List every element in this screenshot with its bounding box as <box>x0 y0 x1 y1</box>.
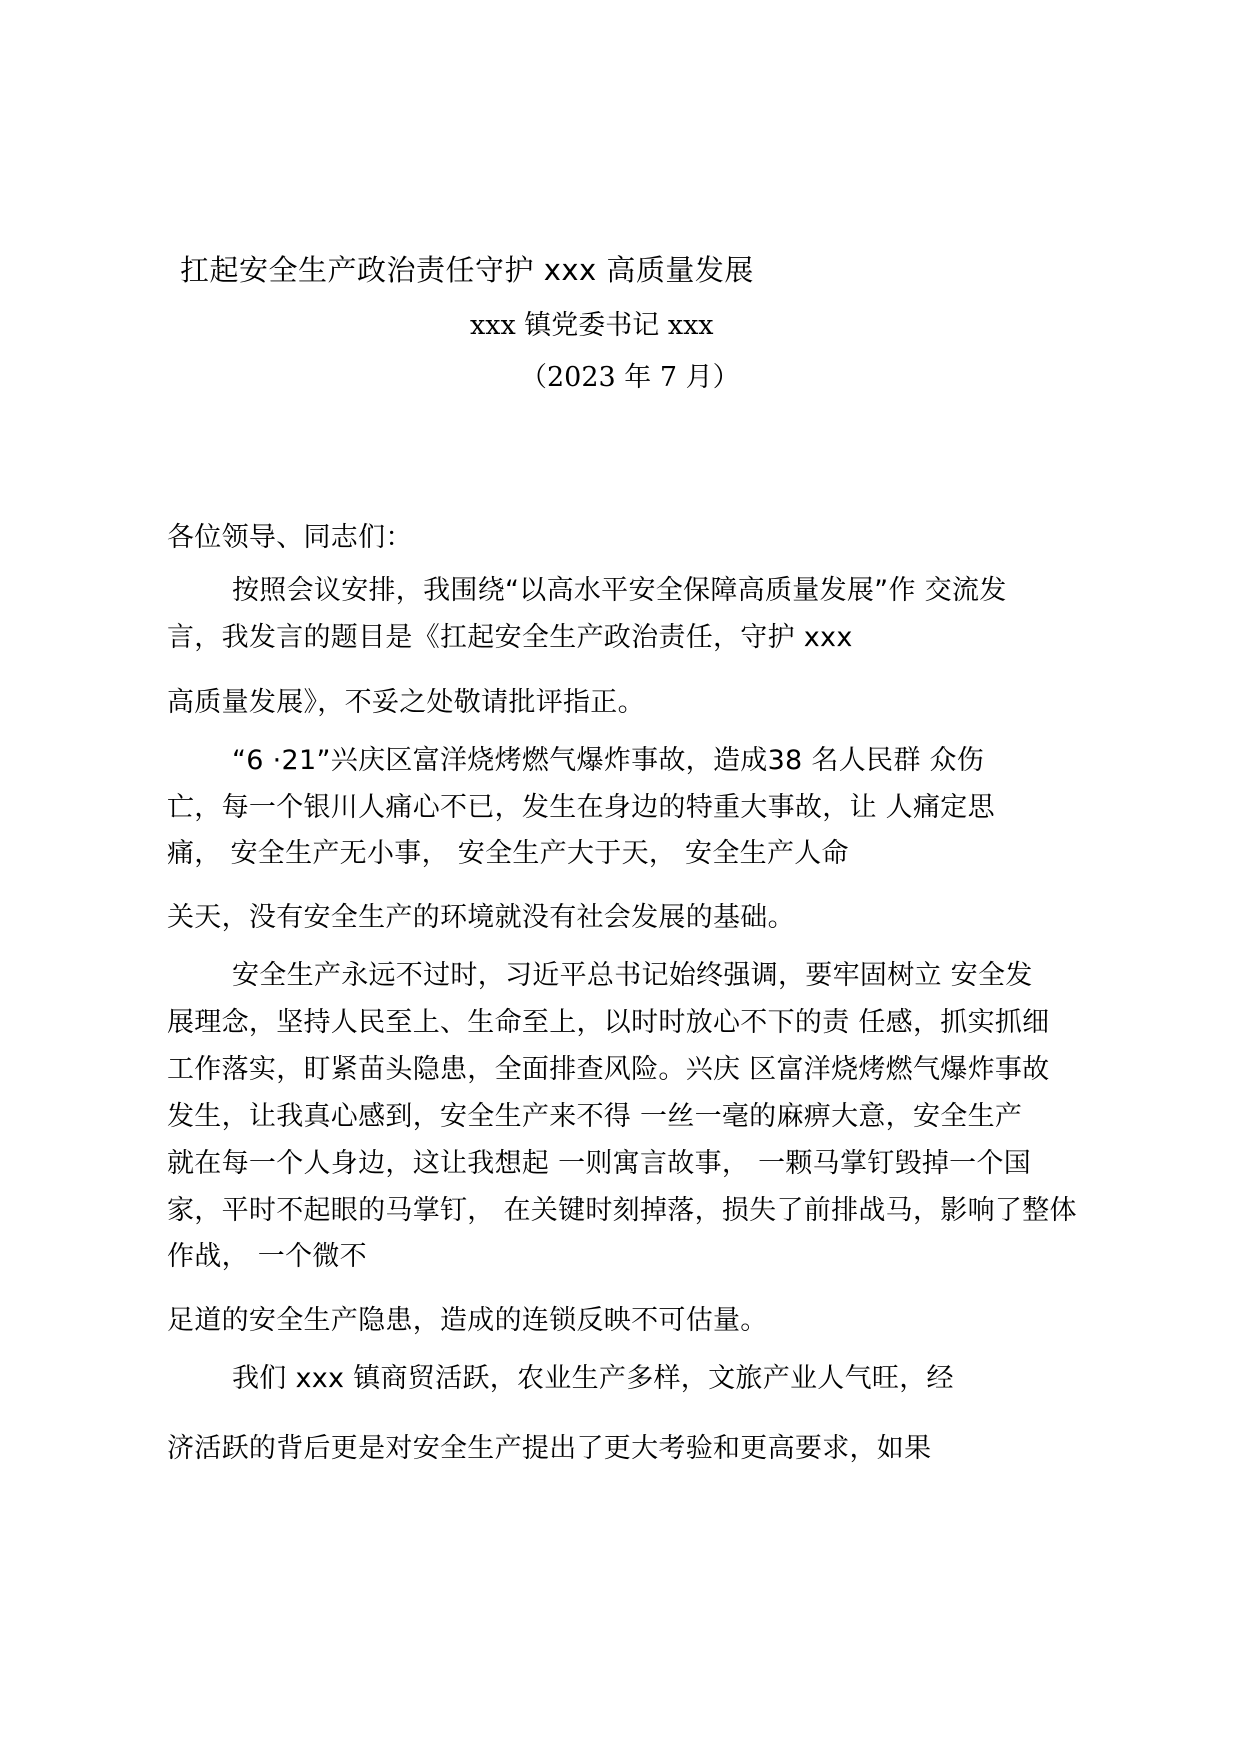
document-title: 扛起安全生产政治责任守护 xxx 高质量发展 <box>180 253 754 287</box>
paragraph-line: 按照会议安排，我围绕“以高水平安全保障高质量发展”作 交流发 <box>232 575 1007 606</box>
paragraph-line: 我们 xxx 镇商贸活跃，农业生产多样，文旅产业人气旺，经 <box>232 1363 954 1394</box>
paragraph-line: 言，我发言的题目是《扛起安全生产政治责任，守护 xxx <box>167 622 853 653</box>
paragraph-line: 家，平时不起眼的马掌钉， 在关键时刻掉落，损失了前排战马，影响了整体 <box>167 1195 1077 1226</box>
paragraph-line: 高质量发展》，不妥之处敬请批评指正。 <box>167 687 645 718</box>
paragraph-line: “6 ·21”兴庆区富洋烧烤燃气爆炸事故，造成38 名人民群 众伤 <box>232 745 985 776</box>
paragraph-line: 足道的安全生产隐患，造成的连锁反映不可估量。 <box>167 1305 768 1336</box>
paragraph-line: 展理念，坚持人民至上、生命至上，以时时放心不下的责 任感，抓实抓细 <box>167 1007 1050 1038</box>
paragraph-line: 发生，让我真心感到，安全生产来不得 一丝一毫的麻痹大意，安全生产 <box>167 1101 1023 1132</box>
document-author: xxx 镇党委书记 xxx <box>470 310 714 341</box>
paragraph-line: 安全生产永远不过时，习近平总书记始终强调，要牢固树立 安全发 <box>232 960 1033 991</box>
paragraph-line: 济活跃的背后更是对安全生产提出了更大考验和更高要求，如果 <box>167 1433 932 1464</box>
paragraph-line: 亡，每一个银川人痛心不已，发生在身边的特重大事故，让 人痛定思 <box>167 792 995 823</box>
document-date: （2023 年 7 月） <box>520 362 740 393</box>
paragraph-line: 关天，没有安全生产的环境就没有社会发展的基础。 <box>167 902 795 933</box>
paragraph-line: 痛， 安全生产无小事， 安全生产大于天， 安全生产人命 <box>167 838 849 869</box>
paragraph-line: 就在每一个人身边，这让我想起 一则寓言故事， 一颗马掌钉毁掉一个国 <box>167 1148 1032 1179</box>
paragraph-line: 工作落实，盯紧苗头隐患，全面排查风险。兴庆 区富洋烧烤燃气爆炸事故 <box>167 1054 1050 1085</box>
salutation: 各位领导、同志们： <box>167 522 413 553</box>
paragraph-line: 作战， 一个微不 <box>167 1241 367 1272</box>
